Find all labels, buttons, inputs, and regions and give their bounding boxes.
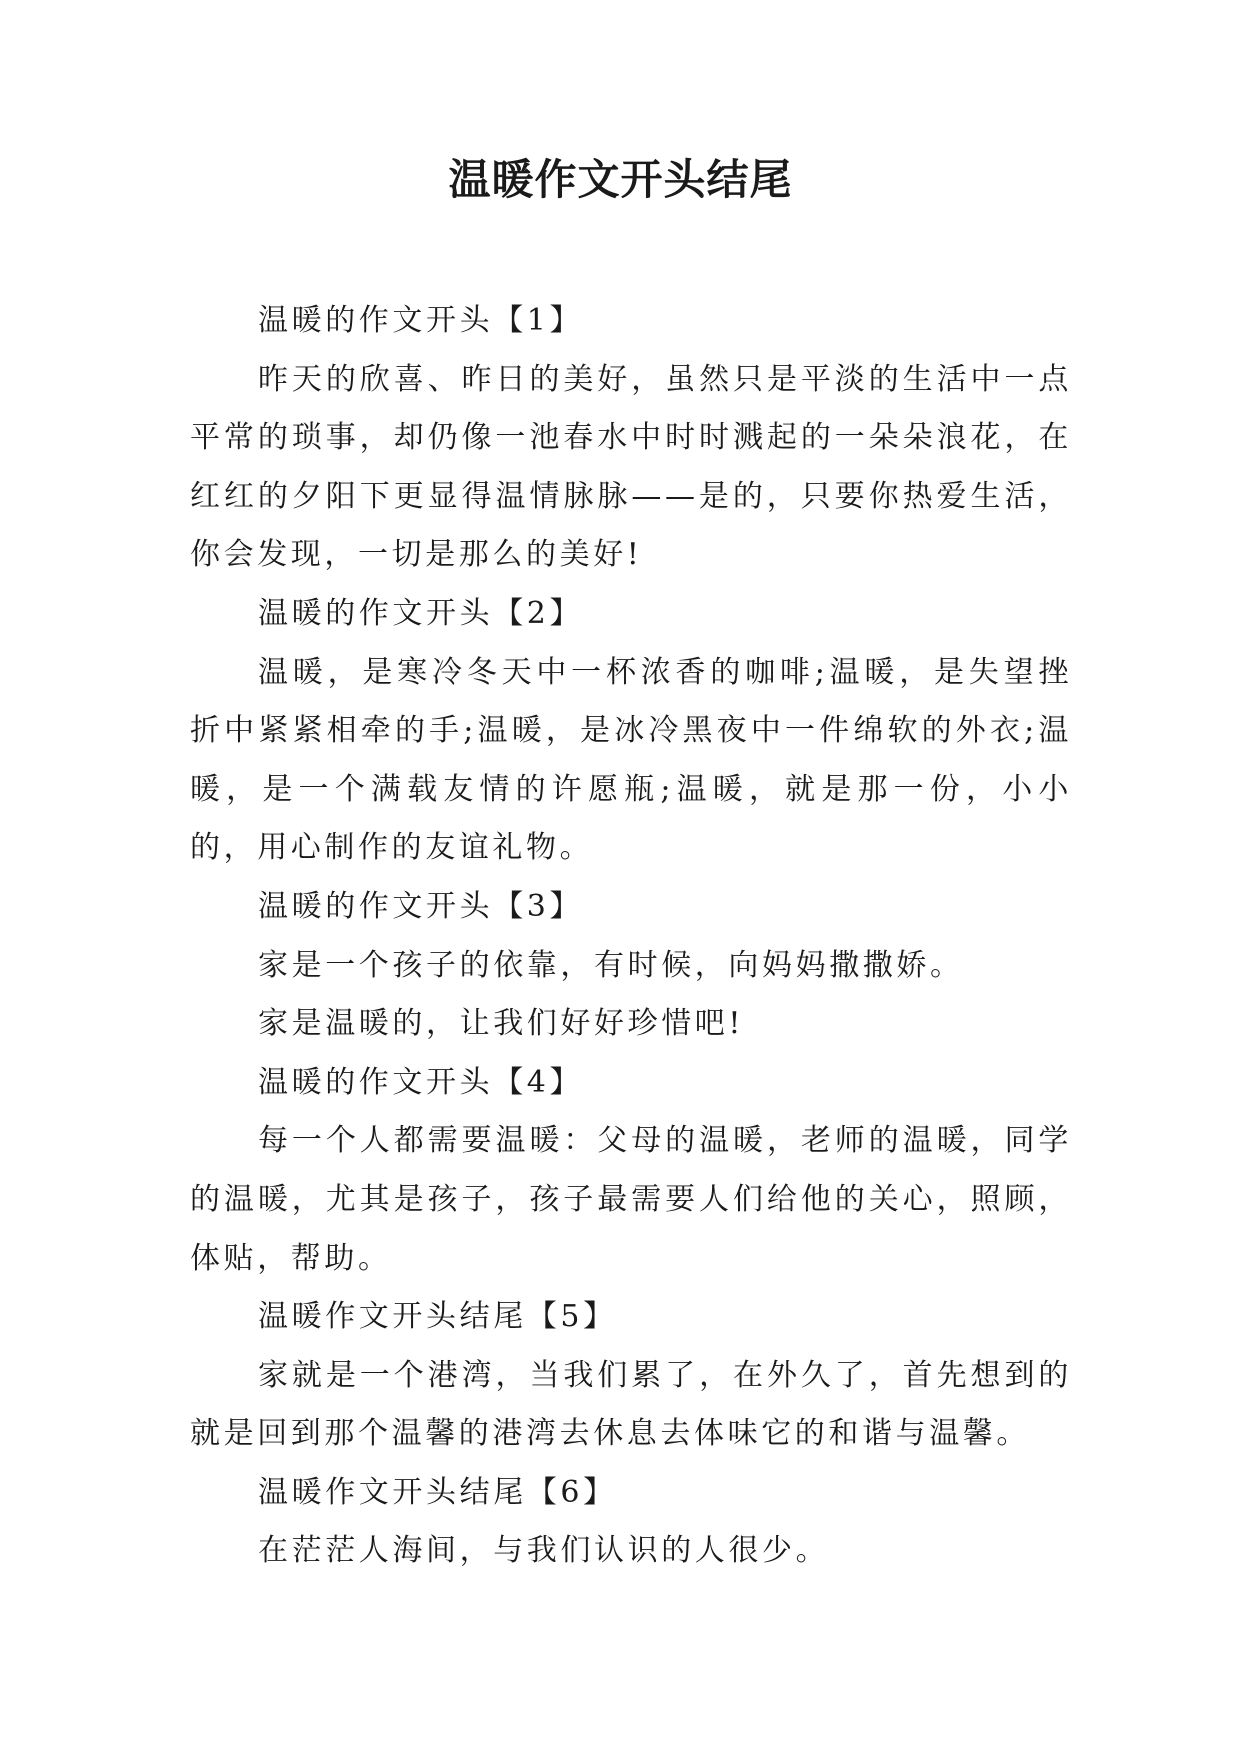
document-body — [190, 292, 1072, 1581]
paragraph-3b: 家是温暖的，让我们好好珍惜吧! — [258, 1006, 745, 1042]
section-heading-2: 温暖的作文开头【2】 — [258, 595, 584, 631]
paragraph-4: 每一个人都需要温暖：父母的温暖，老师的温暖，同学的温暖，尤其是孩子，孩子最需要人们给他的关心，照顾，体贴，帮助。 — [190, 1123, 1072, 1276]
paragraph-1: 昨天的欣喜、昨日的美好，虽然只是平淡的生活中一点平常的琐事，却仍像一池春水中时时溅起的一朵朵浪花，在红红的夕阳下更显得温情脉脉——是的，只要你热爱生活，你会发现，一切是那么的美好! — [190, 361, 1072, 573]
paragraph-3a: 家是一个孩子的依靠，有时候，向妈妈撒撒娇。 — [258, 947, 964, 983]
section-heading-1: 温暖的作文开头【1】 — [258, 303, 584, 338]
paragraph-2: 温暖，是寒冷冬天中一杯浓香的咖啡;温暖，是失望挫折中紧紧相牵的手;温暖，是冰冷黑夜中一件绵软的外衣;温暖，是一个满载友情的许愿瓶;温暖，就是那一份，小小的，用心制作的友谊礼物。 — [190, 654, 1072, 866]
paragraph-6: 在茫茫人海间，与我们认识的人很少。 — [258, 1533, 830, 1569]
paragraph-5: 家就是一个港湾，当我们累了，在外久了，首先想到的就是回到那个温馨的港湾去休息去体味它的和谐与温馨。 — [190, 1357, 1072, 1452]
section-heading-5: 温暖作文开头结尾【5】 — [258, 1299, 617, 1335]
section-heading-6: 温暖作文开头结尾【6】 — [258, 1474, 617, 1510]
document-title: 温暖作文开头结尾 — [448, 155, 793, 204]
section-heading-3: 温暖的作文开头【3】 — [258, 888, 584, 924]
section-heading-4: 温暖的作文开头【4】 — [258, 1064, 584, 1100]
